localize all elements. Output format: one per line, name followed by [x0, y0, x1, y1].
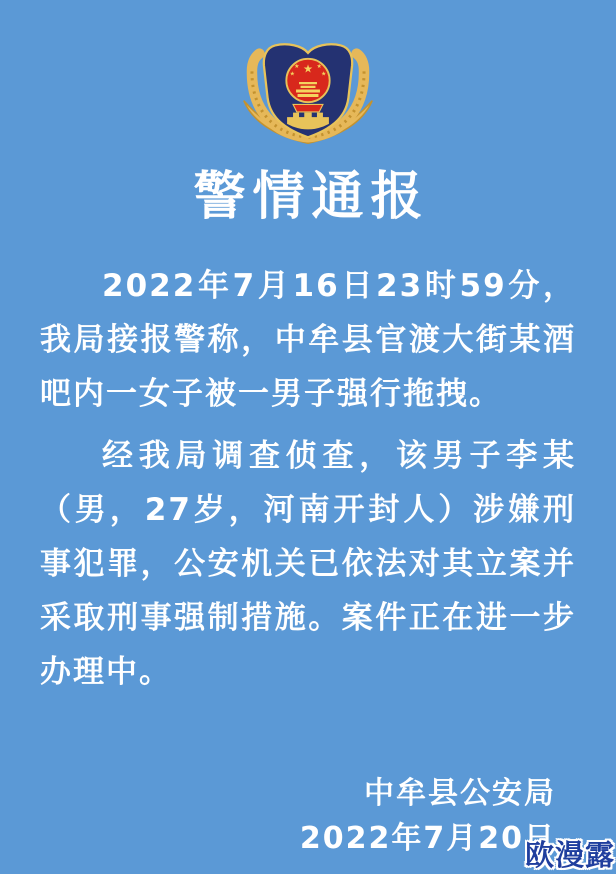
- notice-title: 警情通报: [193, 167, 430, 227]
- svg-text:★: ★: [289, 70, 295, 78]
- svg-text:★: ★: [321, 70, 327, 78]
- emblem-container: [0, 0, 616, 144]
- signature-date: 2022年7月20日: [299, 821, 556, 856]
- svg-text:★: ★: [316, 62, 322, 70]
- body-paragraph-1: 2022年7月16日23时59分，我局接报警称，中牟县官渡大街某酒吧内一女子被一男子强行拖拽。: [40, 268, 576, 412]
- svg-text:★: ★: [302, 62, 314, 76]
- watermark-label: 欧漫露: [524, 838, 615, 872]
- signature-agency: 中牟县公安局: [364, 776, 556, 811]
- police-badge-icon: [233, 26, 383, 144]
- body-paragraph-2: 经我局调查侦查，该男子李某（男，27岁，河南开封人）涉嫌刑事犯罪，公安机关已依法对其立案并采取刑事强制措施。案件正在进一步办理中。: [40, 438, 576, 690]
- svg-text:★: ★: [294, 62, 300, 70]
- signature-block: [0, 771, 616, 861]
- notice-body: [0, 259, 616, 699]
